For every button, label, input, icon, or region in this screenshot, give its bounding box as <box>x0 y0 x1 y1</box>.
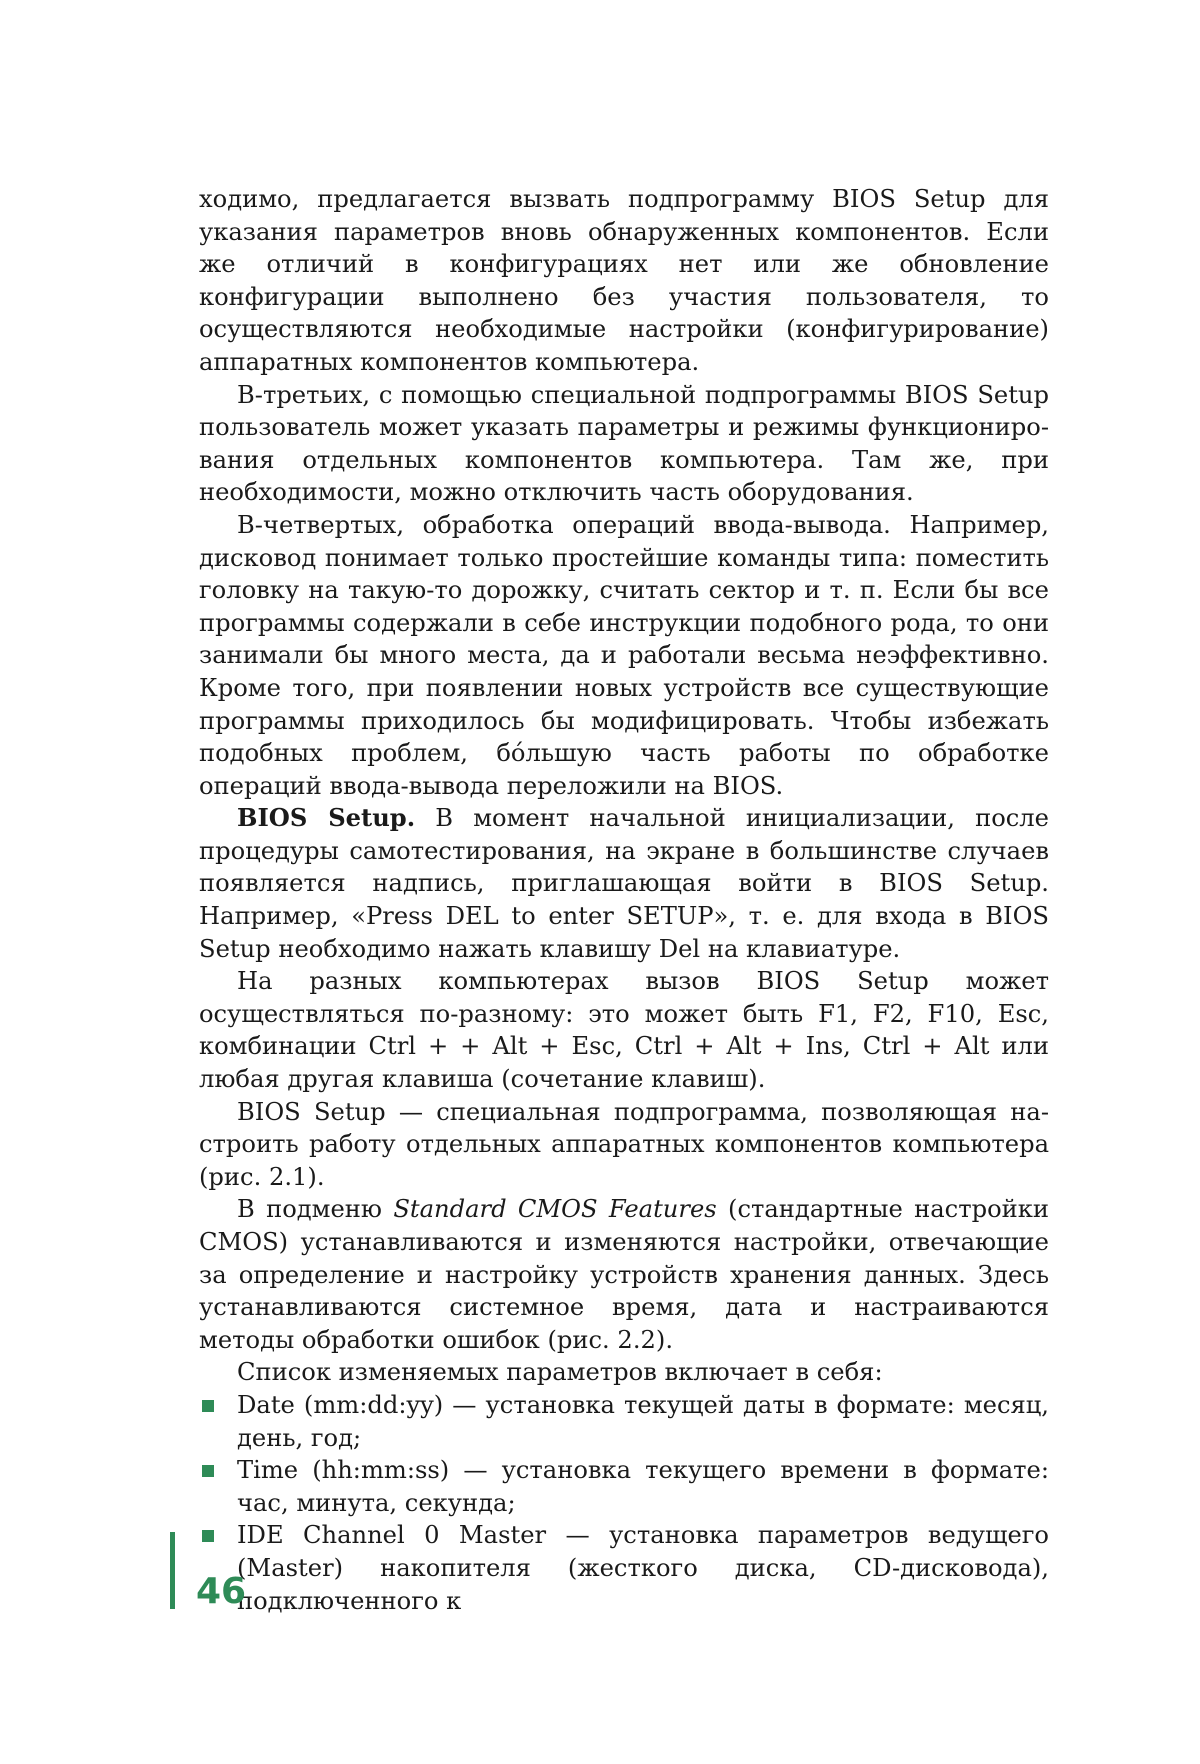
paragraph-third: В-третьих, с помощью специальной подпрограммы BIOS Setup пользователь может указать параметры и режимы функционирования отдельных компонентов компьютера. Там же, при необходимости, можно отключить часть оборудования. <box>199 380 1049 507</box>
square-bullet-icon <box>202 1465 214 1477</box>
list-item <box>199 1454 1049 1519</box>
cmos-text-before: В подменю <box>237 1195 394 1224</box>
list-item-text: Time (hh:mm:ss) — установка текущего времени в формате: час, минута, секунда; <box>237 1456 1049 1517</box>
parameter-list <box>199 1389 1049 1617</box>
square-bullet-icon <box>202 1400 214 1412</box>
paragraph-keys: На разных компьютерах вызов BIOS Setup может осуществляться по-разному: это может быть F1, F2, F10, Esc, комбинации Ctrl + + Alt + Esc, Ctrl + Alt + Ins, Ctrl + Alt или любая другая клавиша (сочетание клавиш). <box>199 967 1049 1094</box>
footer-rule <box>170 1532 175 1609</box>
list-item-text: Date (mm:dd:yy) — установка текущей даты в формате: месяц, день, год; <box>237 1390 1049 1452</box>
list-item <box>199 1519 1049 1617</box>
page-body <box>199 183 1049 1617</box>
paragraph-fourth: В-четвертых, обработка операций ввода-вывода. Например, дисковод понимает только простейшие команды типа: поместить головку на такую-то дорожку, считать сектор и т. п. Если бы все программы содержали в себе инструкции подобного рода, то они занимали бы много места, да и работали весьма неэффективно. Кроме того, при появлении новых устройств все существующие программы приходилось бы модифицировать. Чтобы избежать подобных проблем, бóльшую часть работы по обработке операций ввода-вывода переложили на BIOS. <box>199 510 1049 800</box>
paragraph-cmos <box>199 1193 1049 1356</box>
paragraph-bios-setup <box>199 802 1049 965</box>
square-bullet-icon <box>202 1530 214 1542</box>
paragraph-bios-definition: BIOS Setup — специальная подпрограмма, позволяющая настроить работу отдельных аппаратных компонентов компьютера (рис. 2.1). <box>199 1097 1049 1191</box>
page-number: 46 <box>196 1571 247 1612</box>
list-item <box>199 1389 1049 1454</box>
list-intro: Список изменяемых параметров включает в себя: <box>237 1358 883 1387</box>
cmos-menu-name: Standard CMOS Features <box>393 1195 717 1224</box>
cmos-text-after: (стандартные настройки CMOS) устанавливаются и изменяются настройки, отвечающие за определение и настройку устройств хранения данных. Здесь устанавливаются системное время, дата и настраиваются методы обработки ошибок (рис. 2.2). <box>199 1195 1049 1354</box>
list-item-text: IDE Channel 0 Master — установка параметров ведущего (Master) накопителя (жесткого диска, CD-дисковода), подключенного к <box>237 1521 1049 1615</box>
bios-setup-text: В момент начальной инициализации, после процедуры самотестирования, на экране в большинстве случаев появляется надпись, приглашающая войти в BIOS Setup. Например, «Press DEL to enter SETUP», т. е. для входа в BIOS Setup необходимо нажать клавишу Del на клавиатуре. <box>199 804 1049 963</box>
bios-setup-heading: BIOS Setup. <box>237 803 416 833</box>
paragraph-continued: ходимо, предлагается вызвать подпрограмму BIOS Setup для указания параметров вновь обнаруженных компонентов. Если же отличий в конфигурациях нет или же обновление конфигурации выполнено без участия пользователя, то осуществляются необходимые настройки (конфигурирование) аппаратных компонентов компьютера. <box>199 185 1049 376</box>
